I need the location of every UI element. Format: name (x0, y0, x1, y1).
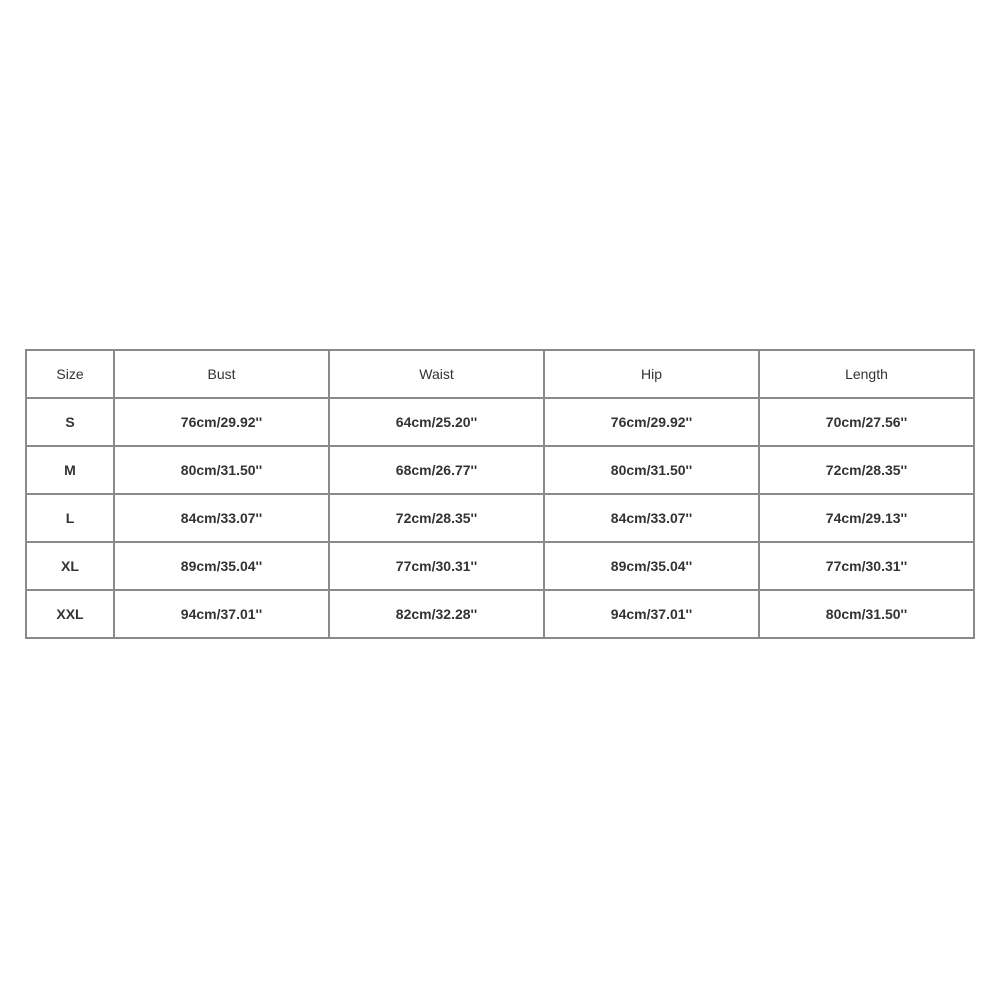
size-cell: XXL (26, 590, 114, 638)
length-cell: 74cm/29.13'' (759, 494, 974, 542)
table-row (26, 494, 974, 542)
size-cell: L (26, 494, 114, 542)
table-row (26, 446, 974, 494)
hip-cell: 84cm/33.07'' (544, 494, 759, 542)
waist-cell: 68cm/26.77'' (329, 446, 544, 494)
table-row (26, 590, 974, 638)
size-cell: S (26, 398, 114, 446)
hip-cell: 89cm/35.04'' (544, 542, 759, 590)
bust-cell: 80cm/31.50'' (114, 446, 329, 494)
table-row (26, 398, 974, 446)
header-hip: Hip (544, 350, 759, 398)
hip-cell: 76cm/29.92'' (544, 398, 759, 446)
header-size: Size (26, 350, 114, 398)
size-chart-table (25, 349, 975, 639)
header-length: Length (759, 350, 974, 398)
length-cell: 80cm/31.50'' (759, 590, 974, 638)
waist-cell: 64cm/25.20'' (329, 398, 544, 446)
header-bust: Bust (114, 350, 329, 398)
length-cell: 70cm/27.56'' (759, 398, 974, 446)
size-cell: M (26, 446, 114, 494)
table-row (26, 542, 974, 590)
hip-cell: 80cm/31.50'' (544, 446, 759, 494)
length-cell: 72cm/28.35'' (759, 446, 974, 494)
length-cell: 77cm/30.31'' (759, 542, 974, 590)
bust-cell: 94cm/37.01'' (114, 590, 329, 638)
header-waist: Waist (329, 350, 544, 398)
waist-cell: 72cm/28.35'' (329, 494, 544, 542)
waist-cell: 77cm/30.31'' (329, 542, 544, 590)
bust-cell: 84cm/33.07'' (114, 494, 329, 542)
bust-cell: 76cm/29.92'' (114, 398, 329, 446)
size-cell: XL (26, 542, 114, 590)
hip-cell: 94cm/37.01'' (544, 590, 759, 638)
waist-cell: 82cm/32.28'' (329, 590, 544, 638)
bust-cell: 89cm/35.04'' (114, 542, 329, 590)
table-header-row (26, 350, 974, 398)
